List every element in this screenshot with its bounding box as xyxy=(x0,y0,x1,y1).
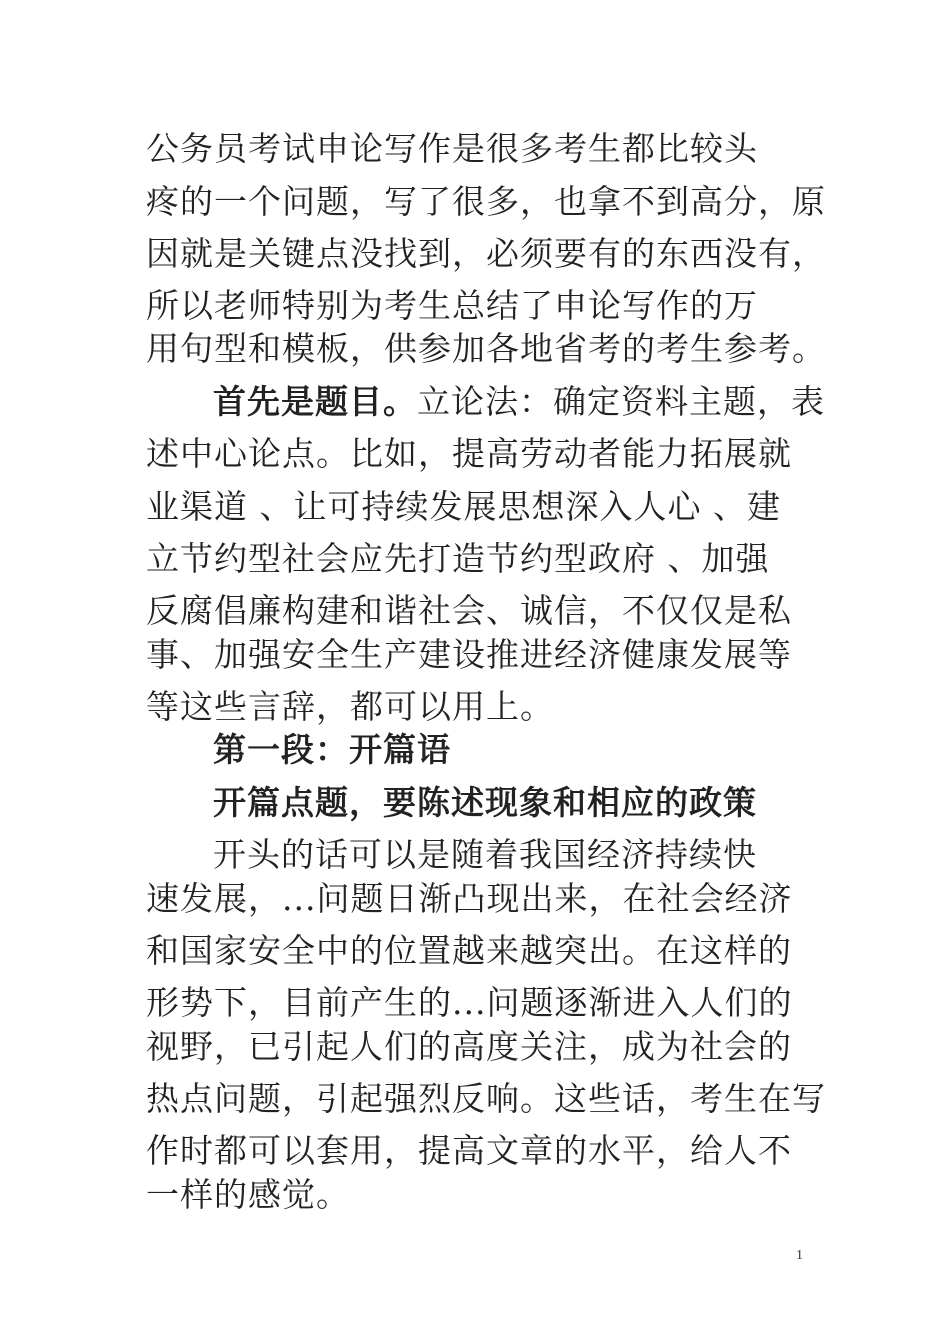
section1-line-2: 述中心论点。比如，提高劳动者能力拓展就 xyxy=(146,434,792,473)
body-line-7: 作时都可以套用，提高文章的水平，给人不 xyxy=(146,1131,792,1170)
section1-first-line xyxy=(213,377,903,427)
body-line-2: 速发展，...问题日渐凸现出来，在社会经济 xyxy=(146,879,793,918)
page-number: 1 xyxy=(796,1248,803,1263)
intro-line-2: 疼的一个问题，写了很多，也拿不到高分，原 xyxy=(146,182,826,221)
section1-line-5: 反腐倡廉构建和谐社会、诚信，不仅仅是私 xyxy=(146,591,792,630)
section1-line-7: 等这些言辞，都可以用上。 xyxy=(146,687,554,726)
intro-line-1: 公务员考试申论写作是很多考生都比较头 xyxy=(146,129,758,168)
section1-line-3: 业渠道 、让可持续发展思想深入人心 、建 xyxy=(146,487,781,526)
body-line-4: 形势下，目前产生的...问题逐渐进入人们的 xyxy=(146,983,793,1022)
intro-line-3: 因就是关键点没找到，必须要有的东西没有， xyxy=(146,234,826,273)
section1-heading: 首先是题目。 xyxy=(213,382,417,421)
paragraph1-subtitle: 开篇点题，要陈述现象和相应的政策 xyxy=(213,783,757,822)
body-line-8: 一样的感觉。 xyxy=(146,1175,350,1214)
section1-line-4: 立节约型社会应先打造节约型政府 、加强 xyxy=(146,539,770,578)
body-line-1: 开头的话可以是随着我国经济持续快 xyxy=(213,835,757,874)
section1-line-6: 事、加强安全生产建设推进经济健康发展等 xyxy=(146,635,792,674)
body-line-3: 和国家安全中的位置越来越突出。在这样的 xyxy=(146,931,792,970)
intro-line-5: 用句型和模板，供参加各地省考的考生参考。 xyxy=(146,329,826,368)
section1-first-line-text: 立论法：确定资料主题，表 xyxy=(417,382,825,421)
body-line-6: 热点问题，引起强烈反响。这些话，考生在写 xyxy=(146,1079,826,1118)
intro-line-4: 所以老师特别为考生总结了申论写作的万 xyxy=(146,286,758,325)
body-line-5: 视野，已引起人们的高度关注，成为社会的 xyxy=(146,1027,792,1066)
paragraph1-title: 第一段：开篇语 xyxy=(213,730,451,769)
